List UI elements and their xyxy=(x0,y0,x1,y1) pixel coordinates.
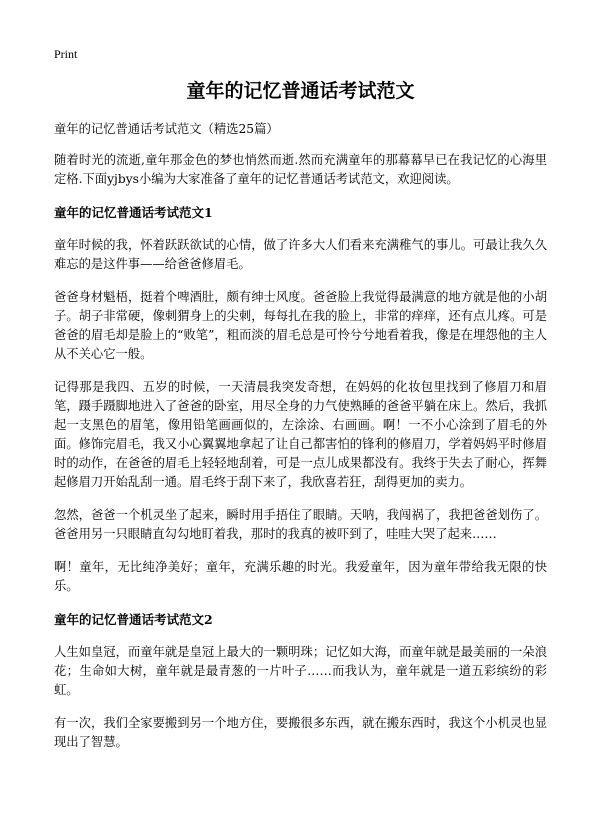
intro-paragraph: 随着时光的流逝,童年那金色的梦也悄然而逝.然而充满童年的那幕幕早已在我记忆的心海里定格.下面yjbys小编为大家准备了童年的记忆普通话考试范文，欢迎阅读。 xyxy=(54,153,547,186)
document-subtitle: 童年的记忆普通话考试范文（精选25篇） xyxy=(54,122,279,136)
document-body xyxy=(54,120,547,766)
page-title: 童年的记忆普通话考试范文 xyxy=(186,80,415,102)
paragraph: 记得那是我四、五岁的时候，一天清晨我突发奇想，在妈妈的化妆包里找到了修眉刀和眉笔，蹑手蹑脚地进入了爸爸的卧室，用尽全身的力气使熟睡的爸爸平躺在床上。然后，我抓起一支黑色的眉笔，像用铅笔画画似的，左涂涂、右画画。啊！一不小心涂到了眉毛的外面。修饰完眉毛，我又小心翼翼地拿起了让自己都害怕的锋利的修眉刀，学着妈妈平时修眉时的动作，在爸爸的眉毛上轻轻地刮着，可是一点儿成果都没有。我终于失去了耐心，挥舞起修眉刀开始乱刮一通。眉毛终于刮下来了，我欣喜若狂，刮得更加的卖力。 xyxy=(54,380,547,489)
paragraph: 有一次，我们全家要搬到另一个地方住，要搬很多东西，就在搬东西时，我这个小机灵也显现出了智慧。 xyxy=(54,716,547,749)
section-heading: 童年的记忆普通话考试范文2 xyxy=(54,612,213,627)
essay-section-2 xyxy=(54,610,547,752)
essay-section-1 xyxy=(54,203,547,596)
paragraph: 人生如皇冠，而童年就是皇冠上最大的一颗明珠；记忆如大海，而童年就是最美丽的一朵浪花；生命如大树，童年就是最青葱的一片叶子……而我认为，童年就是一道五彩缤纷的彩虹。 xyxy=(54,645,547,697)
paragraph: 啊！童年，无比纯净美好；童年，充满乐趣的时光。我爱童年，因为童年带给我无限的快乐。 xyxy=(54,560,547,593)
section-heading: 童年的记忆普通话考试范文1 xyxy=(54,205,213,220)
paragraph: 爸爸身材魁梧，挺着个啤酒肚，颇有绅士风度。爸爸脸上我觉得最满意的地方就是他的小胡子。胡子非常硬，像刺猬身上的尖刺，每每扎在我的脸上，非常的痒痒，还有点儿疼。可是爸爸的眉毛却是脸上的“败笔”，粗而淡的眉毛总是可怜兮兮地看着我，像是在埋怨他的主人从不关心它一般。 xyxy=(54,290,547,361)
print-link[interactable]: Print xyxy=(54,47,78,61)
paragraph: 童年时候的我，怀着跃跃欲试的心情，做了许多大人们看来充满稚气的事儿。可最让我久久难忘的是这件事——给爸爸修眉毛。 xyxy=(54,238,547,271)
paragraph: 忽然，爸爸一个机灵坐了起来，瞬时用手捂住了眼睛。天呐，我闯祸了，我把爸爸划伤了。爸爸用另一只眼睛直勾勾地盯着我，那时的我真的被吓到了，哇哇大哭了起来…… xyxy=(54,508,547,541)
